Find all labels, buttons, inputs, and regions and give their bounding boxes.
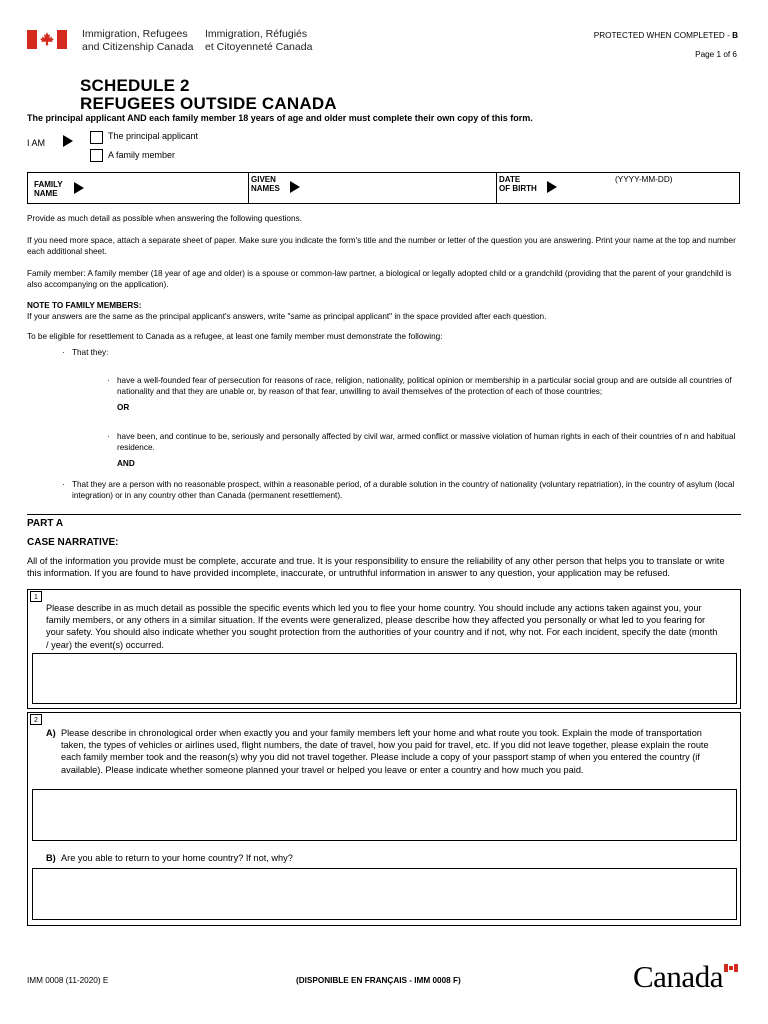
question-1-number: 1 [30,591,42,602]
family-name-label [34,181,63,198]
question-2b-text: Are you able to return to your home country? If not, why? [61,853,293,863]
dept-name-fr [205,28,312,53]
protection-label [594,31,738,41]
question-2b-answer-field[interactable] [32,868,737,920]
question-2-box [27,712,741,926]
bullet-marker: · [62,348,65,357]
dob-arrow-icon [547,181,557,193]
question-2a-answer-field[interactable] [32,789,737,841]
divider [496,173,497,203]
dept-en-line2: and Citizenship Canada [82,40,194,53]
question-2a-label: A) [46,728,56,738]
divider [248,173,249,203]
question-2a-text: Please describe in chronological order when exactly you and your family members left your home and what route you took. Explain the mode of transportation taken, the types of vehicles or airlines used, flight numbers, the date of travel, how you paid for travel, etc. If you did not leave together, please explain the route each family member took and the reason(s) why you did not travel together. Please include a copy of your passport stamp of when you entered the country (if available). Please indicate whether someone planned your travel or helped you leave or enter a country and how much you paid. [61,728,709,775]
protected-level: B [732,31,738,40]
given-names-label-line2: NAMES [251,183,280,193]
given-names-label-line1: GIVEN [251,175,276,184]
part-a-heading: PART A [27,518,64,529]
wordmark-flag-icon [724,964,738,972]
bullet-marker: · [62,480,65,489]
dob-input[interactable] [562,185,732,201]
question-1-box [27,589,741,709]
dept-en-line1: Immigration, Refugees [82,28,188,40]
note-text: If your answers are the same as the principal applicant's answers, write "same as principal applicant" in the space provided after each question. [27,312,547,321]
given-names-label [251,176,280,193]
dept-fr-line2: et Citoyenneté Canada [205,40,313,53]
i-am-arrow-icon [63,135,73,147]
dob-label-line2: OF BIRTH [499,183,537,193]
family-name-label-line1: FAMILY [34,180,63,189]
french-availability-note: (DISPONIBLE EN FRANÇAIS - IMM 0008 F) [296,976,461,985]
question-1-answer-field[interactable] [32,653,737,704]
criterion-fear-of-persecution: have a well-founded fear of persecution for reasons of race, religion, nationality, political opinion or membership in a particular social group and are outside all countries of nationality and that they are unable or, by reason of that fear, unwilling to avail themselves of the protection of each of those countries; [117,376,732,396]
protected-text: PROTECTED WHEN COMPLETED - [593,31,733,40]
flag-left-bar [27,30,37,49]
question-1-text: Please describe in as much detail as possible the specific events which led you to flee your home country. You should include any actions taken against you, your family members, or any others in a similar situation. If the events were generalized, please describe how they affected you personally or what led to you fearing for your safety. You should also indicate whether you sought protection from the authorities of your country and if not, why not. For each incident, specify the date (month / year) the event(s) occurred. [46,603,718,650]
question-2b-label: B) [46,853,56,863]
criterion-no-durable-solution: That they are a person with no reasonable prospect, within a reasonable period, of a durable solution in the country of nationality (voluntary repatriation), in the country of asylum (local integration) or in any country other than Canada (permanent resettlement). [72,480,735,500]
form-title-line1: SCHEDULE 2 [80,76,190,95]
that-they-label: That they: [72,348,109,357]
instruction-detail: Provide as much detail as possible when answering the following questions. [27,214,302,223]
section-divider [27,514,741,515]
family-member-label: A family member [108,150,176,160]
page-number: Page 1 of 6 [695,50,737,59]
given-names-input[interactable] [304,175,494,201]
criterion-civil-war: have been, and continue to be, seriously and personally affected by civil war, armed conflict or massive violation of human rights in each of their countries of n and habitual residence. [117,432,736,452]
note-heading: NOTE TO FAMILY MEMBERS: [27,301,142,310]
instruction-family-member-definition: Family member: A family member (18 year of age and older) is a spouse or common-law partner, a biological or legally adopted child or a grandchild (providing that the parent of your grandchild is also accompanying on the application). [27,269,732,289]
bullet-marker: · [107,432,110,441]
family-name-arrow-icon [74,182,84,194]
identity-box [27,172,740,204]
dept-fr-line1: Immigration, Réfugiés [205,28,308,40]
family-name-input[interactable] [88,175,246,201]
dept-name-en [82,28,194,53]
eligibility-text: To be eligible for resettlement to Canada as a refugee, at least one family member must demonstrate the following: [27,332,443,341]
canada-wordmark: Canada [633,959,723,994]
family-member-checkbox[interactable] [90,149,103,162]
dob-label-line1: DATE [499,175,521,184]
given-names-arrow-icon [290,181,300,193]
canada-flag-icon [27,30,67,49]
dob-format-hint: (YYYY-MM-DD) [615,175,673,184]
maple-leaf-icon [39,32,55,47]
or-connector: OR [117,403,130,412]
bullet-marker: · [107,376,110,385]
question-2-number: 2 [30,714,42,725]
form-code: IMM 0008 (11-2020) E [27,976,109,985]
form-title-line2: REFUGEES OUTSIDE CANADA [80,94,337,113]
part-a-intro: All of the information you provide must be complete, accurate and true. It is your responsibility to ensure the reliability of any other person that helps you to translate or write this information. If you are found to have provided incomplete, inaccurate, or untruthful information in answer to any question, your application may be refused. [27,556,725,578]
family-name-label-line2: NAME [34,188,58,198]
principal-applicant-label: The principal applicant [108,131,199,141]
flag-right-bar [57,30,67,49]
principal-applicant-checkbox[interactable] [90,131,103,144]
dob-label [499,176,537,193]
title-instruction: The principal applicant AND each family member 18 years of age and older must complete their own copy of this form. [27,113,533,123]
i-am-label: I AM [27,138,46,148]
case-narrative-heading: CASE NARRATIVE: [27,537,119,548]
instruction-more-space: If you need more space, attach a separate sheet of paper. Make sure you indicate the form's title and the number or letter of the question you are answering. Print your name at the top and number each additional sheet. [27,236,736,256]
and-connector: AND [117,459,135,468]
